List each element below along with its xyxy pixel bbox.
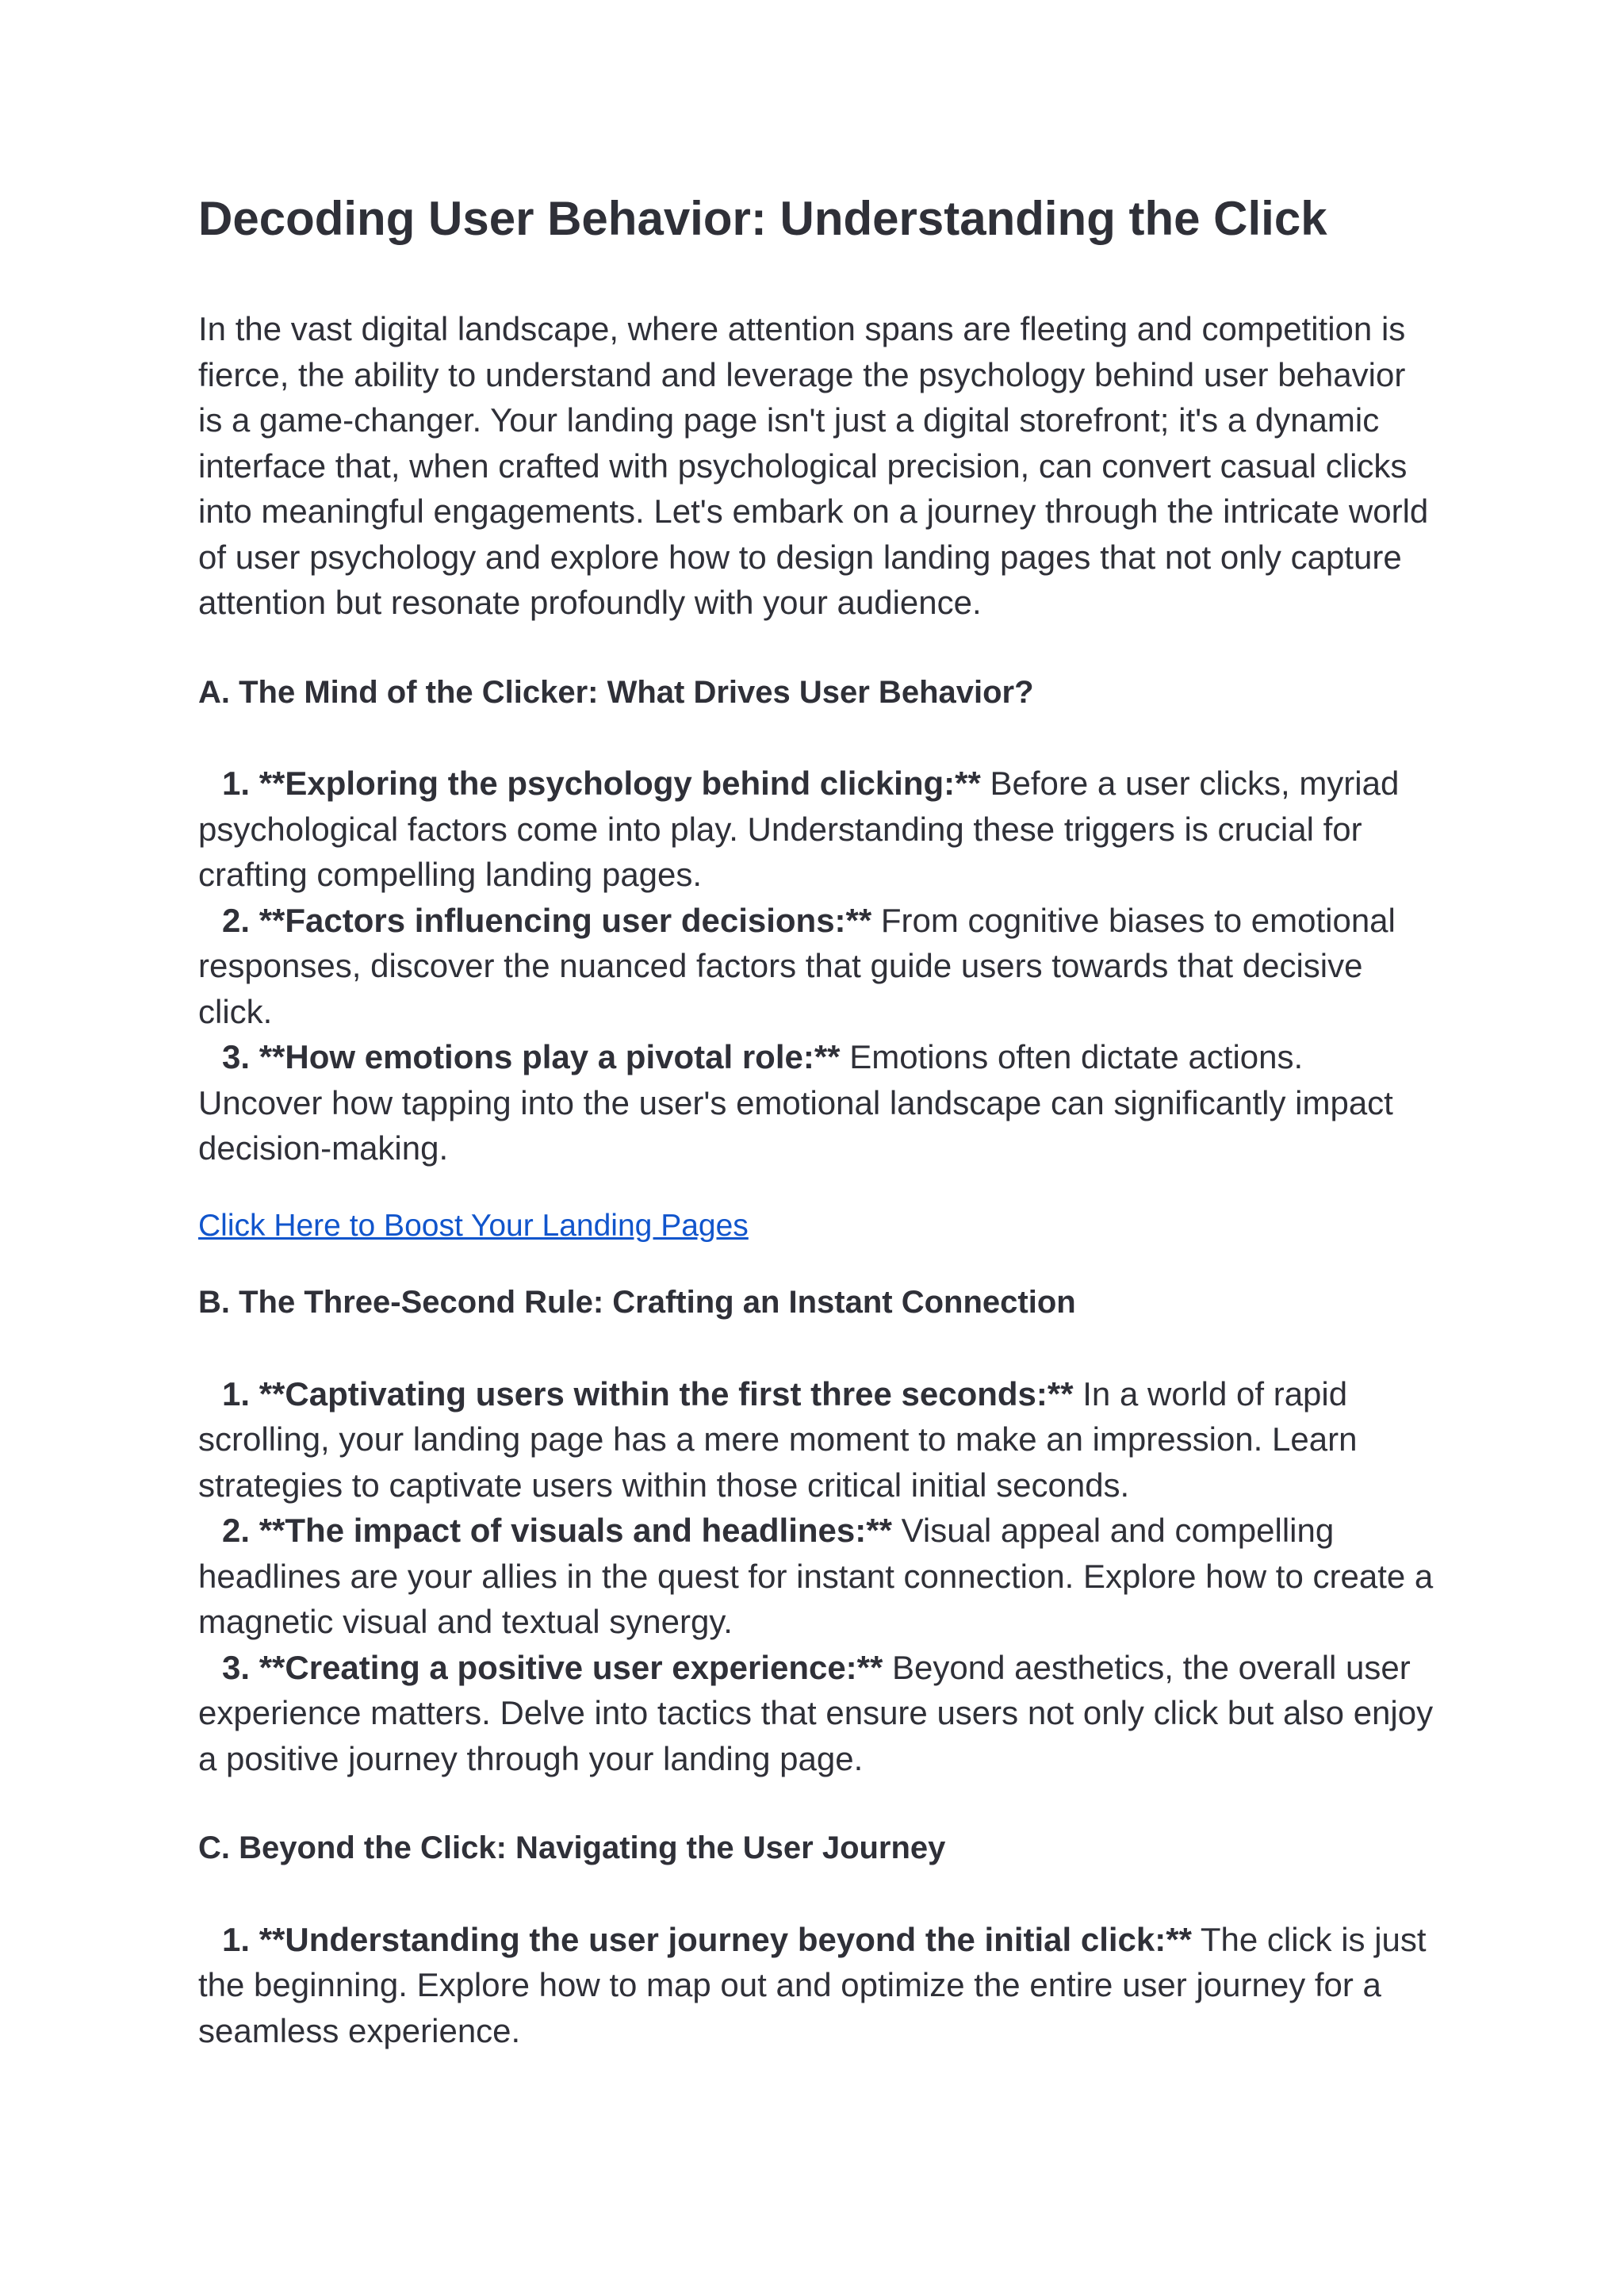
list-item-lead: **Factors influencing user decisions:** bbox=[259, 901, 872, 939]
list-item-number: 3. bbox=[222, 1038, 251, 1075]
list-item-lead: **Captivating users within the first three seconds:** bbox=[259, 1374, 1074, 1412]
list-item-text: In a world of rapid scrolling, your landing page has a mere moment to make an impression. Learn strategies to captivate users within those critical initial seconds. bbox=[198, 1374, 1358, 1504]
document-page bbox=[198, 190, 1435, 2053]
list-item bbox=[198, 1034, 1435, 1171]
list-item-number: 2. bbox=[222, 901, 251, 939]
list-item-number: 3. bbox=[222, 1648, 251, 1686]
cta-container bbox=[198, 1203, 1435, 1249]
list-item-text: Emotions often dictate actions. Uncover how tapping into the user's emotional landscape can significantly impact decision-making. bbox=[198, 1038, 1393, 1167]
list-item bbox=[198, 1645, 1435, 1782]
section-a-heading: A. The Mind of the Clicker: What Drives User Behavior? bbox=[198, 674, 1034, 710]
section-b-heading: B. The Three-Second Rule: Crafting an Instant Connection bbox=[198, 1285, 1076, 1320]
section-c-list bbox=[198, 1917, 1435, 2054]
list-item bbox=[198, 1917, 1435, 2054]
list-item bbox=[198, 761, 1435, 898]
list-item-number: 2. bbox=[222, 1512, 251, 1549]
list-item-number: 1. bbox=[222, 1374, 251, 1412]
list-item-text: From cognitive biases to emotional responses, discover the nuanced factors that guide users towards that decisive click. bbox=[198, 901, 1396, 1030]
list-item bbox=[198, 1371, 1435, 1508]
list-item-text: The click is just the beginning. Explore how to map out and optimize the entire user journey for a seamless experience. bbox=[198, 1920, 1427, 2049]
list-item-number: 1. bbox=[222, 765, 251, 802]
section-c-heading: C. Beyond the Click: Navigating the User Journey bbox=[198, 1830, 946, 1865]
intro-paragraph: In the vast digital landscape, where attention spans are fleeting and competition is fierce, the ability to understand and leverage the psychology behind user behavior is a game-changer. Your landing page isn't just a digital storefront; it's a dynamic interface that, when crafted with psychological precision, can convert casual clicks into meaningful engagements. Let's embark on a journey through the intricate world of user psychology and explore how to design landing pages that not only capture attention but resonate profoundly with your audience. bbox=[198, 310, 1429, 621]
section-b-list bbox=[198, 1371, 1435, 1782]
list-item-lead: **Understanding the user journey beyond the initial click:** bbox=[259, 1920, 1192, 1958]
list-item bbox=[198, 898, 1435, 1035]
list-item-number: 1. bbox=[222, 1920, 251, 1958]
list-item-text: Visual appeal and compelling headlines are your allies in the quest for instant connection. Explore how to create a magnetic visual and textual synergy. bbox=[198, 1512, 1434, 1640]
section-a-list bbox=[198, 761, 1435, 1171]
list-item-lead: **Creating a positive user experience:** bbox=[259, 1648, 883, 1686]
list-item-lead: **Exploring the psychology behind clicking:** bbox=[259, 765, 981, 802]
list-item bbox=[198, 1508, 1435, 1645]
list-item-lead: **How emotions play a pivotal role:** bbox=[259, 1038, 841, 1075]
page-title: Decoding User Behavior: Understanding the Click bbox=[198, 192, 1327, 245]
list-item-text: Before a user clicks, myriad psychological factors come into play. Understanding these triggers is crucial for crafting compelling landing pages. bbox=[198, 765, 1400, 893]
boost-landing-pages-link[interactable]: Click Here to Boost Your Landing Pages bbox=[198, 1208, 749, 1243]
list-item-text: Beyond aesthetics, the overall user experience matters. Delve into tactics that ensure users not only click but also enjoy a positive journey through your landing page. bbox=[198, 1648, 1434, 1777]
list-item-lead: **The impact of visuals and headlines:** bbox=[259, 1512, 892, 1549]
